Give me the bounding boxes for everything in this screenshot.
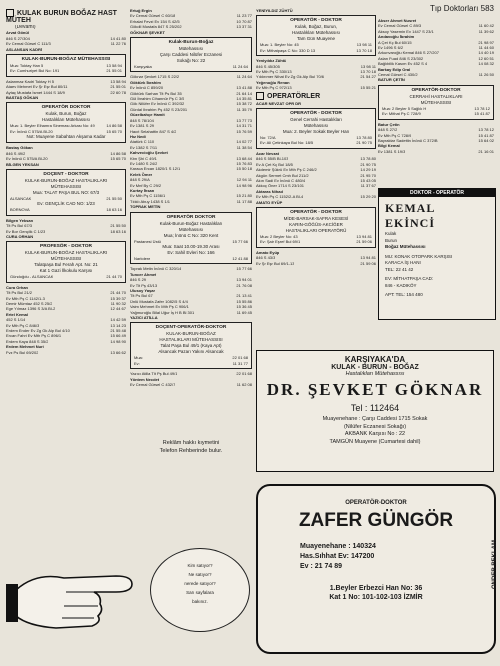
listing-phone: 22 01 68 [236, 371, 252, 377]
listing-phone: 21 98 97 [478, 39, 494, 45]
listing-group [6, 285, 126, 355]
listing-name: Atatürk C 110 [130, 139, 155, 145]
listing-name: Ev 1480 S 24/2 [130, 160, 158, 166]
entry-header: ASLANSAN KADRİ [6, 46, 42, 52]
listing-phone: 14 35 81 [236, 96, 252, 102]
listing-name: 848 S 78/104 [130, 117, 154, 123]
listing-name: Karaca Ercan 1820/1 S 12/1 [130, 166, 181, 172]
listing-phone: 15 64 02 [478, 137, 494, 143]
listing-phone: 12 44 67 [110, 306, 126, 312]
listing-name: Yöntem Necdet [130, 376, 160, 382]
listing-name: Erhalat Fevzi Ev 154 S 42/5 [130, 18, 180, 24]
listing-phone: 14 02 77 [236, 139, 252, 145]
listing-phone: 15 36 45 [236, 304, 252, 310]
listing-name: Tlt Ps Bul 67/3 [6, 223, 33, 229]
listing-group [378, 18, 494, 77]
listing-phone: 22 60 78 [110, 89, 126, 95]
listing-name: Göktürk Sarhan Tlt Ps Bul 35 [130, 90, 182, 96]
listing-phone: 14 86 58 [110, 150, 126, 156]
listing-phone: 12 94 11 [236, 177, 252, 183]
entry-header: AMATO EYÜP [256, 199, 283, 205]
listing-name: Ev İnönü C 575/A Bl-20 [6, 156, 48, 162]
listing-phone: 15 43 05 [360, 177, 376, 183]
listing-name: Göknar Şevket 1715 S 22/2 [130, 74, 180, 80]
listing-name: Ev Mth Pş C 846/3 [6, 322, 40, 328]
entry-header: YAZICI ATİLLA [130, 315, 158, 321]
listing-name: Aslan Fuad 846 S 23/302 [378, 55, 424, 61]
listing-name: Ev Mth Pş C 1156/1 [130, 193, 166, 199]
listing-name: Kahvecioğlu Şevket [130, 150, 168, 156]
listing-phone: 13 66 62 [110, 349, 126, 355]
listing-name: Aytaç Mustafa İsmet 1444 S 18/9 [6, 89, 65, 95]
listing-phone: 11 90 32 [110, 300, 126, 306]
listing-name: 452 S 1/14 [6, 317, 26, 323]
listing-name: 846 S 29 [130, 277, 147, 283]
listing-phone: 15 77 66 [236, 266, 252, 272]
column-3 [256, 8, 376, 266]
listing-phone: 11 39 62 [478, 28, 494, 34]
listing-group [130, 8, 252, 30]
entry-header: BATUR ÇETİN [378, 77, 405, 83]
entry-header: GÖKNAR ŞEVKET [130, 29, 165, 35]
listing-name: Toprak Metin İnönü C 320/14 [130, 266, 182, 272]
listing-name: Arvat Gönül [6, 30, 29, 36]
listing-phone: 14 40 19 [478, 50, 494, 56]
listing-phone: 14 31 71 [236, 123, 252, 129]
listing-group [256, 250, 376, 266]
listing-phone: 14 98 96 [236, 182, 252, 188]
listing-name: Cura Orhan [6, 284, 29, 290]
listing-phone: 21 55 50 [110, 223, 126, 229]
ad-box-toprak: OPERATÖR DOKTOR Kulak-Burun-Boğaz Hastalıkları Mütehassısı Mua; İnönü C No: 320 Kent Pastanesi Üstü 15 77 66 Mua: Saat 10.00-19.30 Arası Ev: Sahil Evleri No: 166 Narlıdere 12 41 88 [130, 212, 252, 265]
listing-name: Barkay Edip Oral [378, 66, 411, 72]
listing-phone: 10 70 87 [236, 18, 252, 24]
listing-row [6, 350, 126, 355]
listing-group [256, 151, 376, 200]
listing-name: Ev Cemal Gürsel C 60/18 [130, 13, 176, 19]
listing-phone: 14 41 80 [110, 35, 126, 41]
listing-name: Ev İnönü C 859/20 [130, 85, 164, 91]
listing-name: Ev 1381 S 29 [130, 123, 155, 129]
listing-name: Yeniyıldız Zühtü [256, 58, 287, 64]
listing-name: Erdem Ender Ev Zg Gk Alp Bul 4/10 [6, 328, 70, 333]
listing-name: Tuncer Ahmet [130, 271, 157, 277]
listing-phone: 13 14 23 [110, 322, 126, 328]
listing-name: Gök Nilüfer Ev İnönü C 392/32 [130, 101, 185, 107]
listing-phone: 11 37 67 [360, 183, 376, 189]
listing-phone: 15 76 83 [236, 160, 252, 166]
entry-header: BİLGEN YEKSAN [6, 161, 39, 167]
listing-phone: 21 54 27 [360, 74, 376, 80]
listing-name: Bağlıbilik Kasım Ev 452 S 4 [378, 61, 428, 67]
listing-phone: 13 68 44 [236, 155, 252, 161]
ad-box-cura: PROFESÖR - DOKTOR KULAK-BURUN-BOĞAZ HASTALIKLARI MÜTEHASSISI Talatpaşa Bul Ferah Apt. No: 21 Kat 1 Gazi İlkokulu Karşısı Gündoğdu - ALSANCAK 21 44 70 [6, 241, 126, 282]
listing-name: Ev Mnf By C 29/2 [130, 182, 162, 188]
listing-name: Güzelbahçe Hamit [130, 112, 165, 118]
listing-name: Akın Sadi Ev İnönü C 480/4 [256, 177, 306, 183]
listing-name: Akkoç Öner 1714 S 23/101 [256, 183, 305, 189]
listing-name: Gül İbrahim Cihannür Pş C 3/5 [130, 96, 185, 102]
listing-group [6, 218, 126, 234]
listing-phone: 21 76 08 [236, 282, 252, 288]
listing-name: Kelek Ömer [130, 171, 153, 177]
listing-group [130, 371, 252, 387]
listing-phone: 15 21 80 [236, 193, 252, 199]
listing-phone: 15 50 18 [236, 166, 252, 172]
listing-row [256, 85, 376, 90]
listing-name: Ev Mth Pş C 330/13 [256, 69, 292, 75]
listing-name: Bayraktar Sadettin İnönü C 372/B [378, 137, 438, 143]
square-bullet-icon [256, 92, 264, 100]
listing-phone: 15 55 21 [360, 85, 376, 91]
listing-phone: 15 29 20 [360, 194, 376, 200]
listing-name: Ev Mth Pş C 972/13 [256, 85, 292, 91]
listing-name: YENİYILDIZ ZÜHTÜ [256, 8, 293, 13]
listing-phone: 21 44 70 [110, 290, 126, 296]
listing-name: Ertel Kemal [6, 311, 29, 317]
listing-name: Cemal Gürsel C 430/2 [378, 72, 418, 78]
listing-phone: 15 39 37 [110, 295, 126, 301]
listing-phone: 21 55 48 [110, 328, 126, 333]
listing-name: Aktaras Nihad [256, 188, 283, 194]
listing-phone: 11 60 42 [478, 23, 494, 29]
listing-name: Acar Nevzat [256, 150, 279, 156]
listing-name: Ünlü Mustafa Zafer 1082/5 S 4/4 [130, 298, 188, 304]
listing-phone: 14 42 59 [110, 317, 126, 323]
listing-group [6, 145, 126, 161]
ad-box-goknar: Kulak-Burun-Boğaz Mütehassısı Çarşı Caddesi Nilüfer Eczanesi Sokağı No: 22 Karşıyaka 11 24 64 [130, 37, 252, 72]
question-bubble: Kim satıyor? Ne satıyor? nerede satıyor? Sarı sayfalara bakınız. [150, 548, 250, 632]
ad-box-acar: OPERATÖR - DOKTOR Genel Cerrahi Hastalıkları Mütehassısı Mua: 2. Beyler Sokak Beyler Han No: 72/A 13 78 80 Ev: Ali Çetinkaya Bul No: 18/5 21 90 75 [256, 108, 376, 149]
listing-phone: 11 35 79 [236, 106, 252, 112]
listing-phone: 21 16 01 [478, 148, 494, 154]
entry-header: ACAR NEVZAT OPR DR [256, 100, 302, 106]
listing-phone: 14 98 90 [110, 338, 126, 344]
ad-box-yeniyildiz: OPERATÖR - DOKTOR Kulak, Boğaz, Burun, Hastalıkları Mütehassısı Tam Gün Muayene Mua: 1. Beyler No: 45 13 98 11 Ev: Mithatpaşa C No: 330 D 13 13 70 18 [256, 15, 376, 56]
listing-phone: 21 59 06 [360, 260, 376, 266]
column-1 [6, 8, 126, 355]
listing-name: Erdem Kaya 848 S 35/2 [6, 338, 49, 344]
listing-name: Vaim Mehmet Ev Mth Pş C 906/1 [130, 304, 189, 310]
listing-row [256, 261, 376, 266]
listing-name: Ev 1381 S 19/3 [378, 148, 406, 154]
side-label: ÖNDER REKLAM [492, 540, 498, 589]
listing-name: Yeğenoğlu Renan [256, 79, 290, 85]
column-4 [378, 18, 494, 154]
listing-group [6, 30, 126, 46]
listing-phone: 11 62 08 [236, 382, 252, 388]
listing-phone: 21 90 75 [360, 161, 376, 167]
section-subheader: (Devamı) [15, 25, 36, 30]
ad-box-batur: OPERATÖR-DOKTOR CERRAHİ HASTALIKLARI MÜTEHASSISI Mua: 2 Beyler 5 Sağlık H 13 78 12 Ev: Mithat Pş C 728/9 15 41 87 [378, 85, 494, 120]
listing-name: Batur Çetin [378, 121, 400, 127]
listing-name: Tılıklı Abuy 1438 S 1/1 [130, 198, 171, 204]
listing-phone: 11 38 54 [236, 144, 252, 150]
listing-name: Demir Mümtaz 452 S 25/2 [6, 300, 53, 306]
listing-name: Ev 1496 S 6/2 [378, 45, 404, 51]
listing-phone: 11 69 45 [236, 309, 252, 315]
page-header [378, 4, 494, 13]
listing-name: Ev Mth Pş C 1142/1-3 [6, 295, 45, 301]
listing-name: Ev Bor Gençlik C 1/23 [6, 228, 46, 234]
entry-header: CURA ORHAN [6, 233, 34, 239]
listing-name: Kbn Şhi C 49/1 [130, 155, 157, 161]
promo-text: Reklâm hakkı kıymetini Telefon Rehberinde bulur. [159, 440, 223, 454]
listing-phone: 21 55 01 [110, 84, 126, 90]
listing-name: Erdem Mehmet Nuri [6, 344, 44, 350]
listing-phone: 11 44 60 [478, 45, 494, 51]
listing-name: Ulusoy Yaşar [130, 288, 156, 294]
listing-name: Hız Nedi [130, 133, 146, 139]
column-2 [130, 8, 252, 388]
listing-name: Ev Cemal Gürsel C 432/7 [130, 382, 176, 388]
listing-name: Arkunvaroğlu Kemal 846 S 27/207 [378, 50, 439, 56]
listing-name: Ev A Çet Kç Bul 18/5 [256, 161, 293, 167]
ad-box-bastas: OPERATÖR DOKTOR Kulak, Burun, Boğaz Hastalıkları Mütehassısı Mua: 1. Beyler Elhamra Sineması Arkası No: 49 14 86 58 Ev: İnönü C 575/A Bl-20 15 65 70 Not: Muayene Sabahtan Akşama Kadar [6, 102, 126, 143]
listing-phone: 15 76 59 [236, 128, 252, 134]
ad-kemal-ekinci: DOKTOR - OPERATÖR KEMAL EKİNCİ Kulak Burun Boğaz Mütehassısı MU: KONAK OTOPARK KARŞISI KARACA İŞ HANI TEL: 22 41 42 EV: MİTHATPAŞA CAD: 846 - KADIKÖY APT: TEL: 154 480 [378, 188, 496, 320]
page-label: Tıp Doktorları [429, 4, 479, 13]
listing-name: Tlt Ps Bul 67 [130, 293, 153, 299]
listing-name: Akgün Sermet Cmh Bul 211/2 [256, 172, 309, 178]
listing-name: Ev Mth Pş C 1152/2-A Bl-4 [256, 194, 304, 200]
listing-phone: 13 78 12 [478, 127, 494, 133]
listing-name: 848 S 27/2 [378, 127, 398, 133]
listing-phone: 11 24 64 [236, 74, 252, 80]
listing-name: 848 S 29/A [130, 177, 150, 183]
listing-name: Ertuğ Ergin [130, 8, 152, 13]
entry-header: BASTAŞ GÖKAN [6, 95, 39, 101]
listing-phone: 13 94 01 [236, 277, 252, 283]
listing-name: Bilgi Kemal [378, 143, 400, 149]
ad-box-bilgen: DOÇENT - DOKTOR KULAK-BURUN-BOĞAZ HASTALIKLARI MÜTEHASSISI Mua: TALAT PAŞA BUL NO: 67/3 ALSANCAK 21 55 50 Ev: GENÇLİK CAD NO: 1/23 BORNOVA 18 63 16 [6, 169, 126, 216]
page-number: 583 [480, 4, 494, 13]
section-header: KULAK BURUN BOĞAZ HAST MÜTEH [6, 9, 117, 24]
listing-group [256, 58, 376, 90]
ad-zafer-gungor: OPERATÖR-DOKTOR ZAFER GÜNGÖR Muayenehane : 140324 Has.Sıhhat Ev: 147200 Ev : 21 74 89 1.Beyler Erbezci Han No: 36 Kat 1 No: 101-102-103 İZMİR [256, 484, 496, 654]
listing-name: 846 S 43/3 [256, 255, 276, 261]
listing-name: 846 S 45/305 [256, 63, 280, 69]
listing-group [130, 74, 252, 204]
listing-phone: 13 58 94 [110, 78, 126, 84]
listing-name: Ataev Mehmet Ev Şr Eşr Bul 80/11 [6, 84, 68, 90]
listing-group [6, 79, 126, 95]
listing-name: Amato Eyüp [256, 249, 280, 255]
listing-phone: 13 94 81 [360, 255, 376, 261]
section-header: OPERATÖRLER [256, 92, 376, 100]
listing-name: Ev Şr Eşr Bul 69/1-13 [256, 260, 295, 266]
listing-phone: 13 78 80 [360, 156, 376, 162]
listing-name: Gökdil Mustafa 847 S 25/202 [130, 24, 182, 30]
listing-name: A Çet Kç Bul 60/15 [378, 39, 412, 45]
entry-header: TOPRAK METİN [130, 204, 161, 210]
listing-name: Tlt Ps Bul 21/2 [6, 290, 33, 296]
listing-name: Ev Cemal Gürsel C 89/3 [378, 23, 422, 29]
listing-group [130, 266, 252, 315]
listing-name: Ev Mth Pş C 728/9 [378, 132, 412, 138]
square-bullet-icon [6, 9, 14, 17]
listing-phone: 15 65 70 [110, 156, 126, 162]
listing-name: Bilgen Yeksan [6, 217, 34, 223]
listing-phone: 12 60 51 [478, 55, 494, 61]
ad-box-amato: OPERATÖR - DOKTOR MİDE-BARSAK-SAFRA KESESİ KARIN-GÖĞÜS-AKCİĞER HASTALIKLARI OPERATÖRÜ Mua: 2 Beyler No: 43 13 94 81 Ev: Şair Eşref Bul 69/1 21 59 06 [256, 207, 376, 248]
listing-name: Ev Tlt Pş 43/13 [130, 282, 158, 288]
listing-name: Kurtay İhsan [130, 187, 155, 193]
listing-group [378, 122, 494, 154]
listing-name: 846 S 55/B Bl-103 [256, 156, 289, 162]
listing-phone: 11 23 77 [236, 13, 252, 19]
listing-phone: 13 77 73 [236, 117, 252, 123]
listing-phone: 11 22 76 [110, 41, 126, 47]
listing-phone: 21 95 70 [360, 172, 376, 178]
listing-phone: 11 26 50 [478, 72, 494, 78]
listing-name: Gürdal Ibrahim Pş 452 S 23/201 [130, 106, 188, 112]
listing-phone: 21 13 41 [236, 293, 252, 299]
listing-name: Yıldırımer Nihat Ev Zg Gk Alp Bul 70/6 [256, 74, 325, 80]
ad-box-aslansan: KULAK-BURUN-BOĞAZ MÜTEHASSISI Mua: Toktay Han 5 13 58 94 Ev: Cumhuriyet Bul No: 191 21 55 01 [6, 54, 126, 77]
listing-phone: 15 66 49 [110, 333, 126, 339]
listing-name: Yağmuroğlu Bilal Uğur İş H B Bl 301 [130, 309, 195, 315]
listing-name: Hacıt Selahattin 847 S 4/2 [130, 128, 177, 134]
listing-name: 846 S 49/2 [6, 150, 26, 156]
listing-phone: 15 55 86 [236, 298, 252, 304]
listing-phone: 15 38 72 [236, 101, 252, 107]
listing-phone: 18 63 16 [110, 228, 126, 234]
listing-phone: 21 64 14 [236, 90, 252, 96]
listing-name: Fvz Ps Bul 69/202 [6, 349, 39, 355]
listing-phone: 11 17 88 [236, 198, 252, 204]
listing-group [256, 8, 376, 13]
listing-name: Aksoy Yasemin Ev 1447 S 23/1 [378, 28, 434, 34]
listing-name: Ercan Fahri Ev Mth Pş C 896/1 [6, 333, 62, 339]
listing-name: Bastaş Gökan [6, 145, 33, 151]
listing-name: Akdemir Şükrü Ev Mth Pş C 246/2 [256, 167, 317, 173]
listing-name: Ev Cemal Gürsel C 111/3 [6, 41, 51, 47]
listing-name: Akser Ahmet Nusret [378, 18, 417, 23]
listing-name: 846 S 27/304 [6, 35, 30, 41]
listing-name: Göktürk İbrahim [130, 79, 161, 85]
listing-phone: 14 08 32 [478, 61, 494, 67]
listing-name: Ege Yılmaz 1396 S 3/A Bl-2 [6, 306, 56, 312]
ad-sevket-goknar: KARŞIYAKA'DA KULAK - BURUN - BOĞAZ Hastalıkları Mütehassısı DR. ŞEVKET GÖKNAR Tel : 112464 Muayenehane : Çarşı Caddesi 1715 Sokak (Nilüfer Eczanesi Sokağı) AKBANK Karşısı No : 22 TAMGÜN Muayene (Cumartesi dahil) [256, 350, 494, 472]
listing-phone: 13 41 88 [236, 85, 252, 91]
listing-name: Aslanmaz Kadri Toktay H 5 [6, 78, 54, 84]
listing-row [378, 149, 494, 154]
listing-name: Andavoğlu İbrahim [378, 34, 415, 40]
listing-phone: 15 41 87 [478, 132, 494, 138]
ad-box-yazici: DOÇENT-OPERATÖR-DOKTOR KULAK-BURUN-BOĞAZ HASTALIKLARI MÜTEHASSISI Talat Paşa Bul 49/1 (Kaya Apt) Alsancak Pazarı Yakını Alsancak Mua: 22 01 68 Ev: 11 31 77 [130, 322, 252, 369]
listing-name: Yazıcı Atilla Tlt Pş Bul 49/1 [130, 371, 178, 377]
listing-row [256, 8, 376, 13]
listing-phone: 14 29 19 [360, 167, 376, 173]
listing-phone: 13 98 11 [360, 63, 376, 69]
listing-name: Ev 1382 S 7/11 [130, 144, 158, 150]
listing-phone: 13 37 31 [236, 24, 252, 30]
listing-row [130, 382, 252, 387]
listing-phone: 13 70 18 [360, 69, 376, 75]
